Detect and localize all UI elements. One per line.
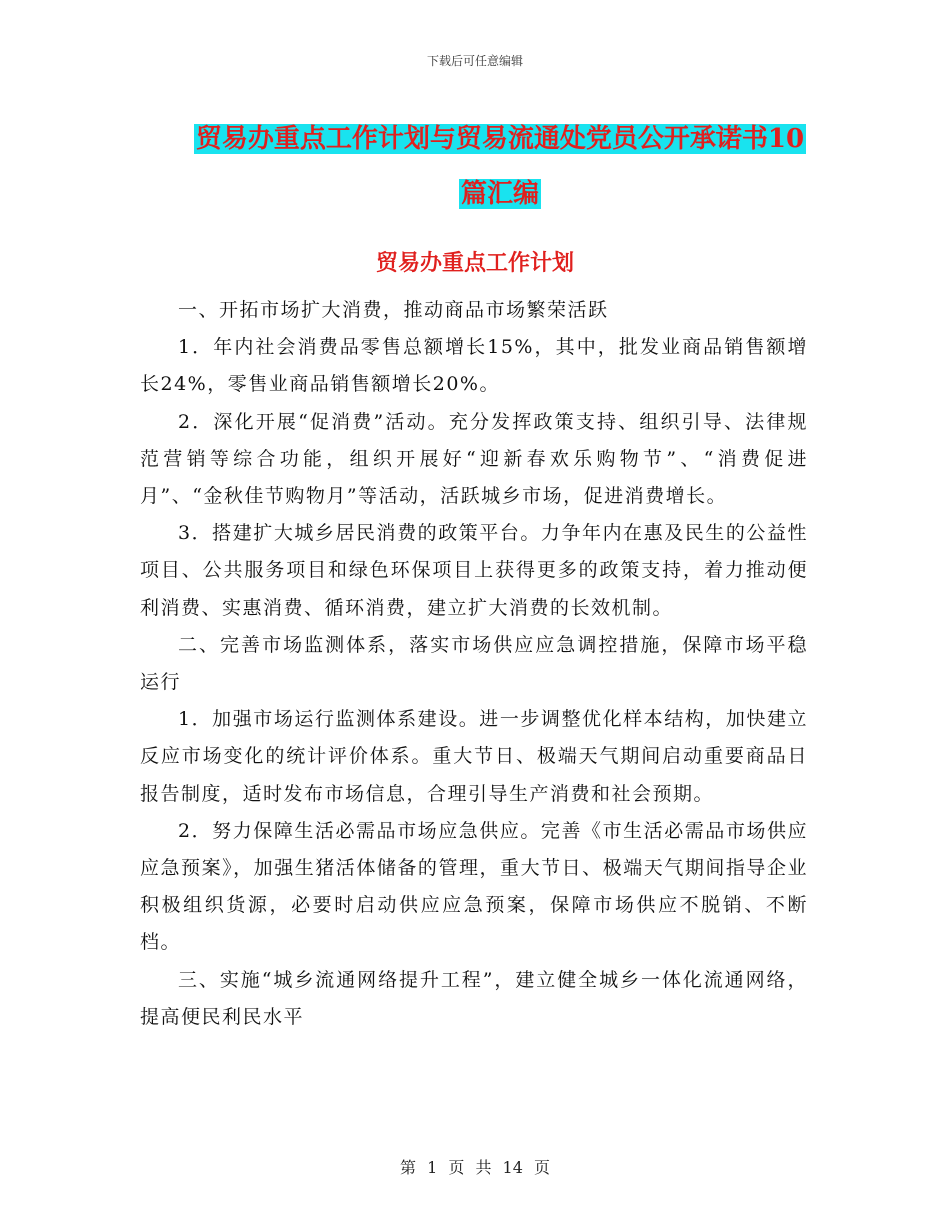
paragraph: 2．努力保障生活必需品市场应急供应。完善《市生活必需品市场供应应急预案》，加强生猪活体储备的管理，重大节日、极端天气期间指导企业积极组织货源，必要时启动供应应急预案，保障市场供应不脱销、不断档。 — [140, 819, 808, 954]
paragraph: 1．年内社会消费品零售总额增长15%，其中，批发业商品销售额增长24%，零售业商品销售额增长20%。 — [140, 336, 808, 396]
page-number: 第 1 页 共 14 页 — [400, 1158, 550, 1177]
paragraph: 2．深化开展“促消费”活动。充分发挥政策支持、组织引导、法律规范营销等综合功能，组织开展好“迎新春欢乐购物节”、“消费促进月”、“金秋佳节购物月”等活动，活跃城乡市场，促进消费增长。 — [140, 410, 808, 508]
paragraph: 一、开拓市场扩大消费，推动商品市场繁荣活跃 — [178, 299, 609, 321]
document-title — [140, 112, 860, 222]
section-title: 贸易办重点工作计划 — [375, 250, 574, 276]
document-title-line-1: 贸易办重点工作计划与贸易流通处党员公开承诺书10 — [195, 124, 805, 154]
paragraph: 3．搭建扩大城乡居民消费的政策平台。力争年内在惠及民生的公益性项目、公共服务项目和绿色环保项目上获得更多的政策支持，着力推动便利消费、实惠消费、循环消费，建立扩大消费的长效机制。 — [140, 522, 808, 619]
paragraph: 1．加强市场运行监测体系建设。进一步调整优化样本结构，加快建立反应市场变化的统计评价体系。重大节日、极端天气期间启动重要商品日报告制度，适时发布市场信息，合理引导生产消费和社会预期。 — [140, 708, 808, 805]
document-title-line-2: 篇汇编 — [460, 179, 539, 209]
paragraph: 二、完善市场监测体系，落实市场供应应急调控措施，保障市场平稳运行 — [140, 633, 808, 694]
paragraph: 三、实施“城乡流通网络提升工程”，建立健全城乡一体化流通网络，提高便民利民水平 — [140, 968, 808, 1028]
document-body — [140, 292, 808, 1036]
header-note: 下载后可任意编辑 — [426, 54, 523, 68]
